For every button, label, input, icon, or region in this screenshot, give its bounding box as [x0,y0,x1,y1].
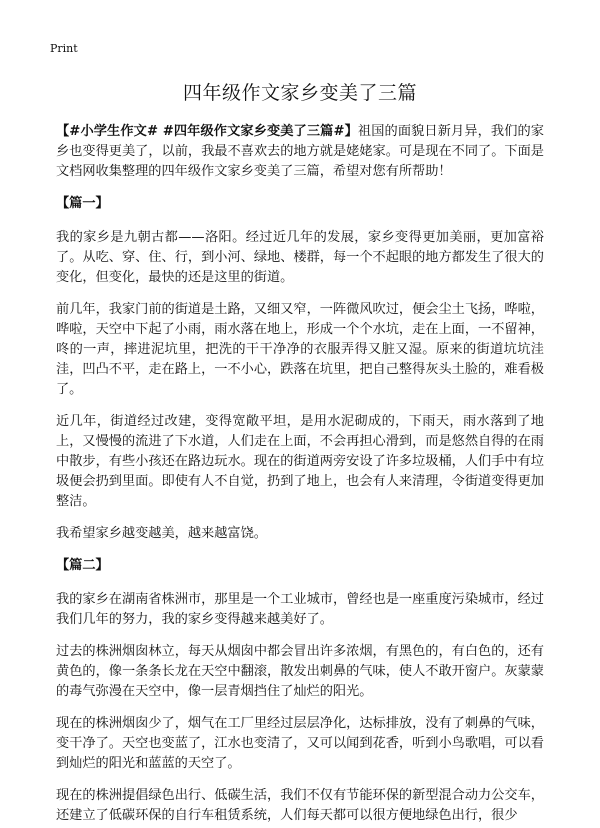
paragraph: 现在的株洲提倡绿色出行、低碳生活，我们不仅有节能环保的新型混合动力公交车，还建立了低碳环保的自行车租赁系统，人们每天都可以很方便地绿色出行，很少 [56,788,544,823]
intro-tag: 【#小学生作文# #四年级作文家乡变美了三篇#】 [56,124,358,139]
paragraph: 现在的株洲烟囱少了，烟气在工厂里经过层层净化，达标排放，没有了刺鼻的气味，变干净了。天空也变蓝了，江水也变清了，又可以闻到花香，听到小鸟歌唱，可以看到灿烂的阳光和蓝蓝的天空了。 [56,716,544,771]
intro-paragraph [56,122,544,182]
section-heading-2: 【篇二】 [56,558,109,573]
paragraph: 近几年，街道经过改建，变得宽敞平坦，是用水泥砌成的，下雨天，雨水落到了地上，又慢慢的流进了下水道，人们走在上面，不会再担心滑到，而是悠然自得的在雨中散步，有些小孩还在路边玩水。现在的街道两旁安设了许多垃圾桶，人们手中有垃圾便会扔到里面。即使有人不自觉，扔到了地上，也会有人来清理，令街道变得更加整洁。 [56,414,544,509]
intro-text: 祖国的面貌日新月异，我们的家乡也变得更美了，以前，我最不喜欢去的地方就是姥姥家。可是现在不同了。下面是文档网收集整理的四年级作文家乡变美了三篇，希望对您有所帮助！ [56,124,544,179]
paragraph: 过去的株洲烟囱林立，每天从烟囱中都会冒出许多浓烟，有黑色的，有白色的，还有黄色的，像一条条长龙在天空中翻滚，散发出刺鼻的气味，使人不敢开窗户。灰蒙蒙的毒气弥漫在天空中，像一层青烟挡住了灿烂的阳光。 [56,644,544,699]
paragraph: 我的家乡在湖南省株洲市，那里是一个工业城市，曾经也是一座重度污染城市，经过我们几年的努力，我的家乡变得越来越美好了。 [56,592,544,627]
paragraph: 我希望家乡越变越美，越来越富饶。 [56,526,267,541]
paragraph: 前几年，我家门前的街道是土路，又细又窄，一阵微风吹过，便会尘土飞扬，哗啦，哗啦，天空中下起了小雨，雨水落在地上，形成一个个水坑，走在上面，一不留神，咚的一声，摔进泥坑里，把洗的干干净净的衣服弄得又脏又湿。原来的街道坑坑洼洼，凹凸不平，走在路上，一不小心，跌落在坑里，把自己整得灰头土脸的，难看极了。 [56,302,544,397]
article-body [56,122,544,826]
paragraph: 我的家乡是九朝古都——洛阳。经过近几年的发展，家乡变得更加美丽，更加富裕了。从吃、穿、住、行，到小河、绿地、楼群，每一个不起眼的地方都发生了很大的变化，但变化，最快的还是这里的街道。 [56,230,544,285]
section-heading-1: 【篇一】 [56,196,109,211]
print-link[interactable]: Print [50,42,78,55]
page-title: 四年级作文家乡变美了三篇 [182,82,417,104]
